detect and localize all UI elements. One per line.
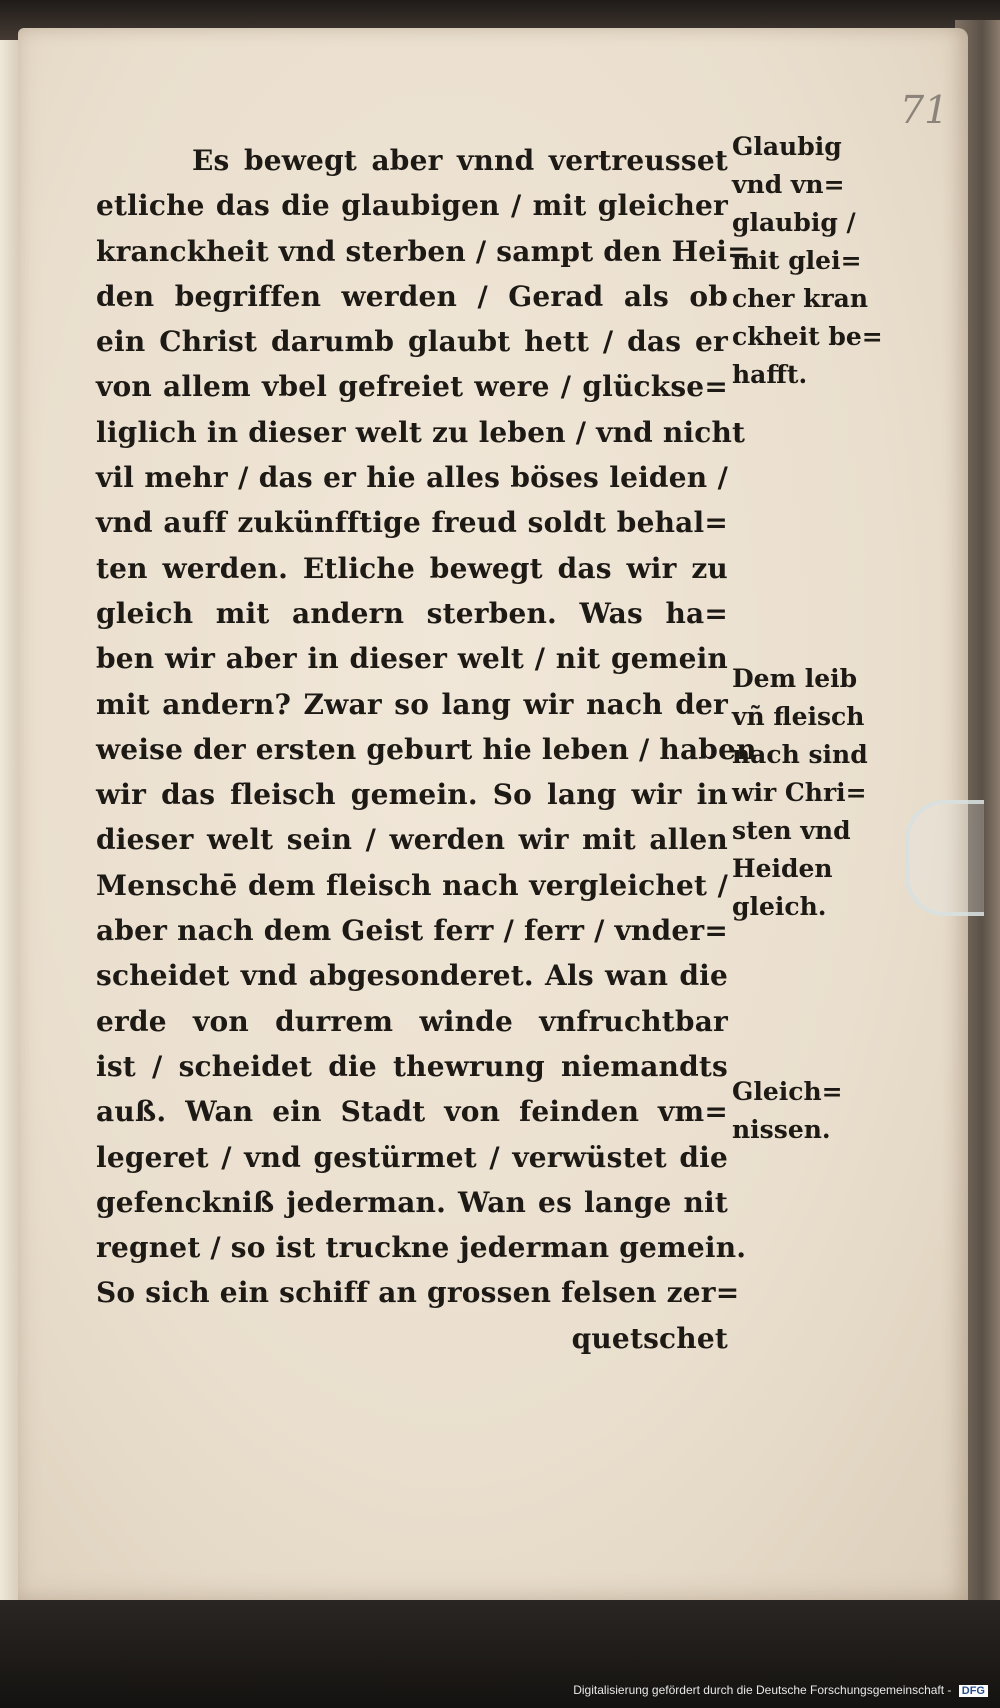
digitization-credit [573, 1683, 988, 1697]
margin-note-line: nach sind [732, 740, 868, 769]
text-line: Es bewegt aber vnnd vertreusset [192, 144, 728, 177]
text-line: Menschē dem fleisch nach vergleichet / [96, 868, 728, 902]
text-line: etliche das die glaubigen / mit gleicher [96, 189, 728, 223]
text-line: gleich mit andern sterben. Was ha= [96, 596, 728, 630]
margin-note-line: glaubig / [732, 208, 856, 237]
text-line: ben wir aber in dieser welt / nit gemein [96, 642, 728, 676]
main-text-block [96, 138, 757, 1361]
margin-note-line: vnd vn= [732, 170, 845, 199]
margin-note-line: Gleich= [732, 1077, 843, 1106]
text-line: ten werden. Etliche bewegt das wir zu [96, 551, 728, 585]
dfg-logo: DFG [959, 1685, 988, 1697]
text-line: vil mehr / das er hie alles böses leiden / [96, 461, 728, 495]
text-line: ist / scheidet die thewrung niemandts [96, 1049, 728, 1083]
text-line: ein Christ darumb glaubt hett / das er [96, 325, 728, 359]
margin-note-line: Heiden [732, 854, 833, 883]
margin-note-line: hafft. [732, 360, 808, 389]
margin-note-line: wir Chri= [732, 778, 867, 807]
text-line: legeret / vnd gestürmet / verwüstet die [96, 1140, 728, 1174]
text-line: So sich ein schiff an grossen felsen zer= [96, 1276, 740, 1310]
margin-note-line: Dem leib [732, 664, 858, 693]
text-line: mit andern? Zwar so lang wir nach der [96, 687, 728, 721]
text-line: wir das fleisch gemein. So lang wir in [96, 778, 728, 812]
margin-note-line: ckheit be= [732, 322, 883, 351]
text-line: vnd auff zukünfftige freud soldt behal= [96, 506, 728, 540]
page-clip [905, 800, 984, 916]
text-line: den begriffen werden / Gerad als ob [96, 279, 728, 313]
text-line: quetschet [571, 1321, 728, 1355]
margin-note-gleichnissen [732, 1073, 882, 1149]
left-page-edge [0, 40, 20, 1605]
text-line: aber nach dem Geist ferr / ferr / vnder= [96, 914, 728, 948]
text-line: scheidet vnd abgesonderet. Als wan die [96, 959, 728, 993]
margin-note-line: mit glei= [732, 246, 862, 275]
margin-note-line: cher kran [732, 284, 869, 313]
margin-note-line: sten vnd [732, 816, 851, 845]
margin-note-glaubig [732, 128, 882, 394]
margin-note-line: vñ fleisch [732, 702, 865, 731]
text-line: regnet / so ist truckne jederman gemein. [96, 1231, 747, 1265]
margin-note-line: nissen. [732, 1115, 831, 1144]
text-line: auß. Wan ein Stadt von feinden vm= [96, 1095, 728, 1129]
text-line: von allem vbel gefreiet were / glückse= [96, 370, 728, 404]
margin-note-dem-leib [732, 660, 882, 926]
margin-note-line: gleich. [732, 892, 827, 921]
credit-text: Digitalisierung gefördert durch die Deutsche Forschungsgemeinschaft - [573, 1683, 952, 1697]
text-line: liglich in dieser welt zu leben / vnd nicht [96, 415, 746, 449]
text-line: erde von durrem winde vnfruchtbar [96, 1004, 728, 1038]
text-line: gefenckniß jederman. Wan es lange nit [96, 1185, 728, 1219]
folio-number: 71 [900, 88, 949, 132]
text-line: kranckheit vnd sterben / sampt den Hei= [96, 234, 751, 268]
margin-note-line: Glaubig [732, 132, 842, 161]
book-page [18, 28, 968, 1606]
text-line: weise der ersten geburt hie leben / haben [96, 732, 757, 766]
text-line: dieser welt sein / werden wir mit allen [96, 823, 728, 857]
